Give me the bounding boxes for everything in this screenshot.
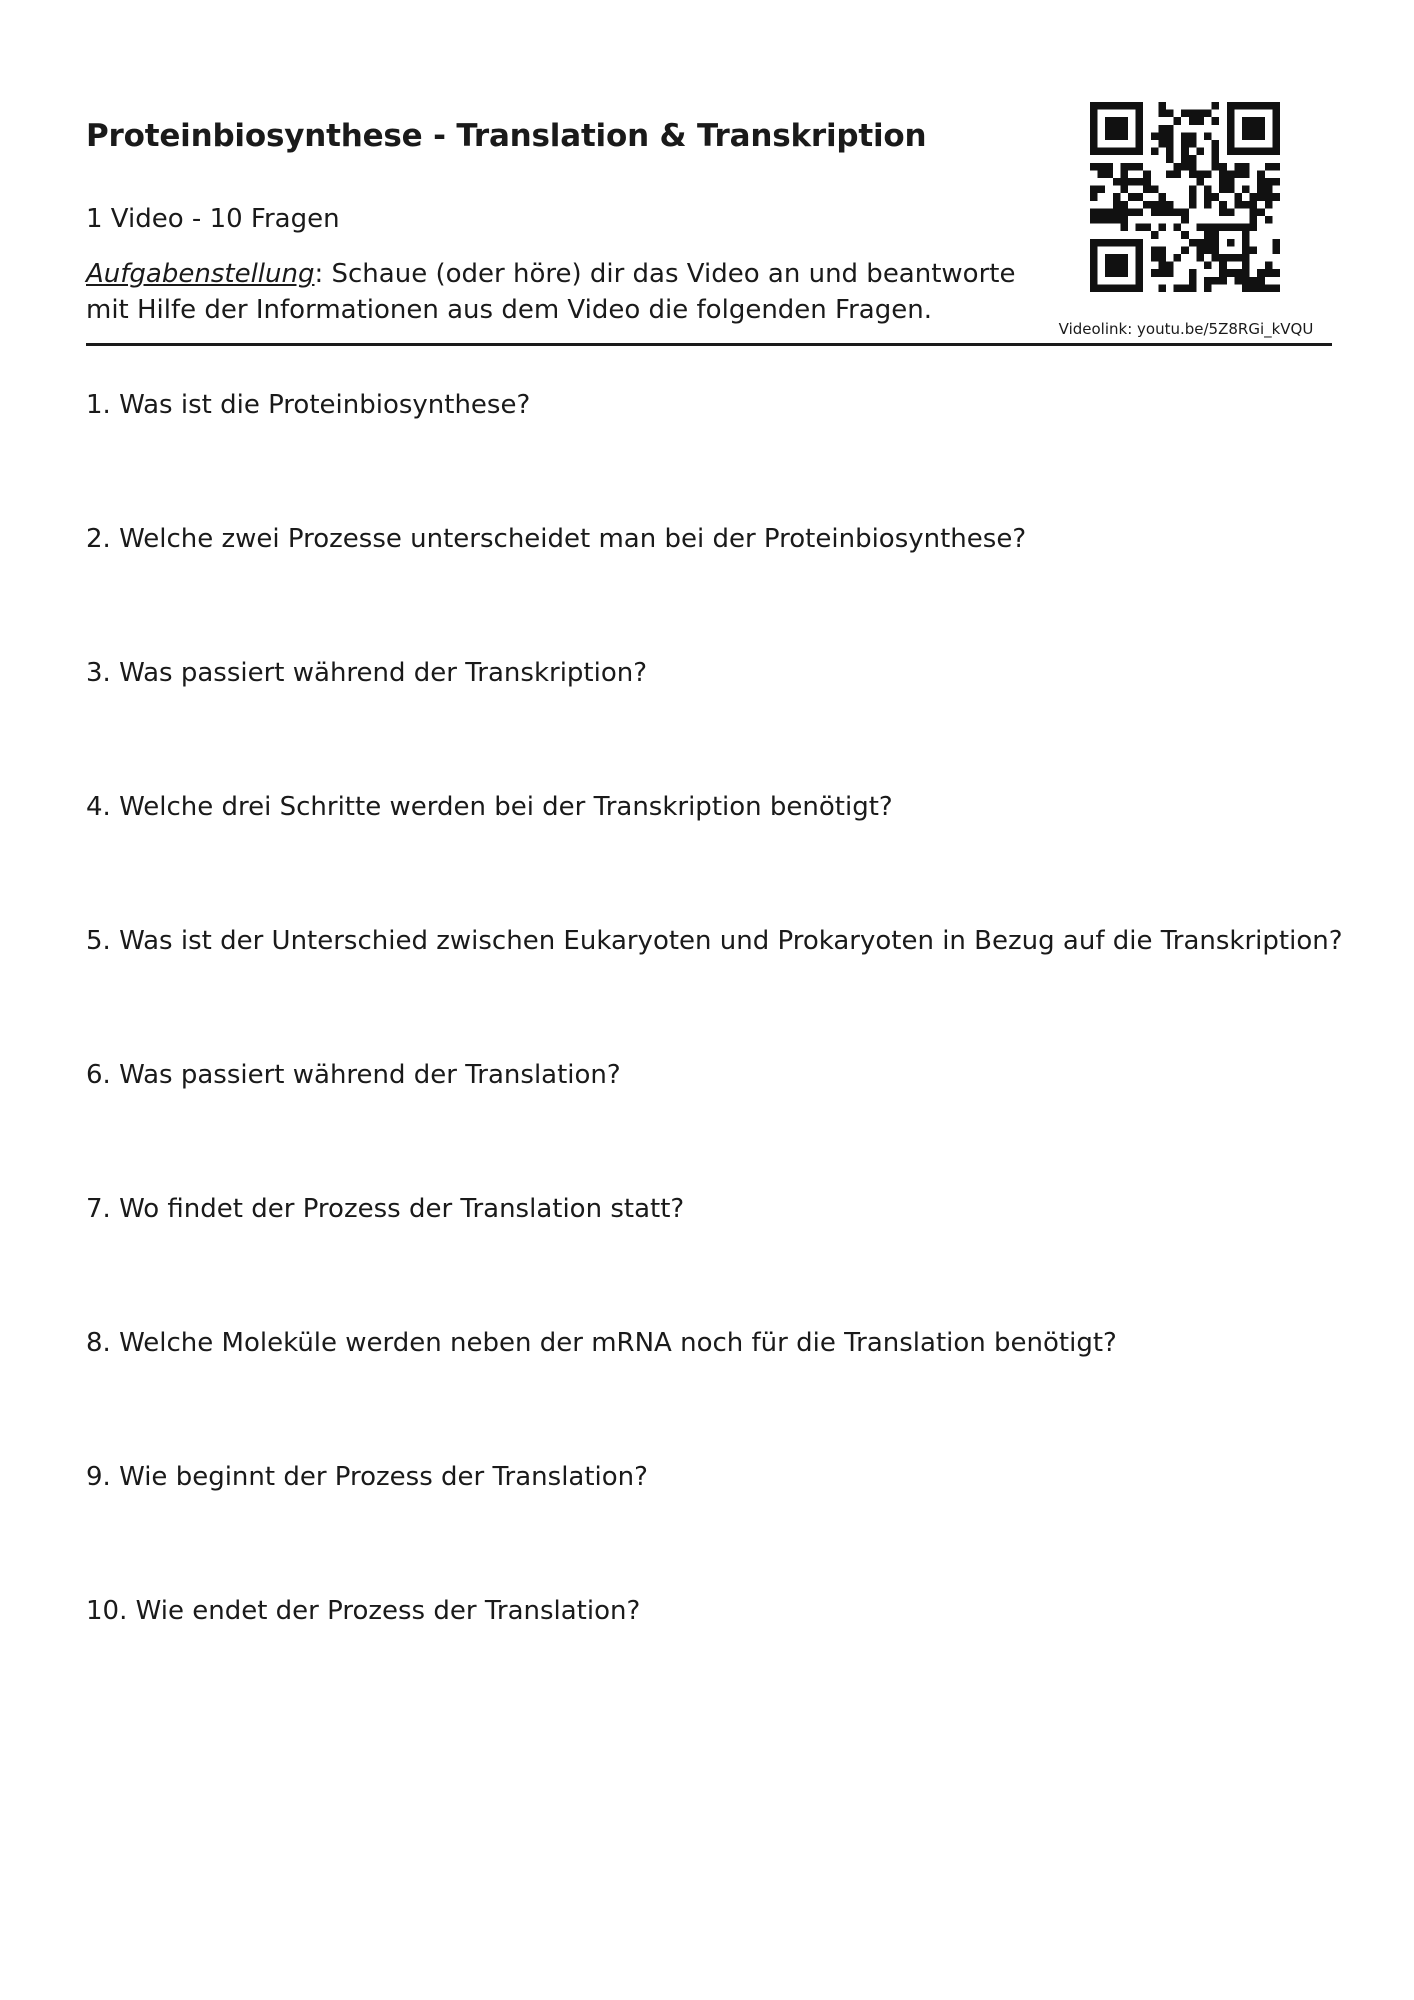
question-item: 4. Welche drei Schritte werden bei der Transkription benötigt?	[86, 792, 893, 822]
task-text: : Schaue (oder höre) dir das Video an und beantworte mit Hilfe der Informationen aus dem Video die folgenden Fragen.	[86, 259, 1016, 325]
question-item: 9. Wie beginnt der Prozess der Translation?	[86, 1462, 648, 1492]
question-item: 1. Was ist die Proteinbiosynthese?	[86, 390, 531, 420]
question-item: 10. Wie endet der Prozess der Translation?	[86, 1596, 641, 1626]
video-link[interactable]: Videolink: youtu.be/5Z8RGi_kVQU	[1058, 320, 1314, 338]
question-item: 6. Was passiert während der Translation?	[86, 1060, 621, 1090]
question-item: 7. Wo findet der Prozess der Translation statt?	[86, 1194, 685, 1224]
worksheet-title: Proteinbiosynthese - Translation & Transkription	[86, 118, 927, 154]
question-item: 3. Was passiert während der Transkription?	[86, 658, 648, 688]
worksheet-subtitle: 1 Video - 10 Fragen	[86, 204, 340, 234]
question-item: 5. Was ist der Unterschied zwischen Eukaryoten und Prokaryoten in Bezug auf die Transkription?	[86, 926, 1343, 956]
qr-code-icon	[1090, 102, 1280, 292]
task-label: Aufgabenstellung	[86, 259, 315, 289]
question-item: 2. Welche zwei Prozesse unterscheidet man bei der Proteinbiosynthese?	[86, 524, 1027, 554]
task-instructions	[86, 256, 1046, 328]
question-item: 8. Welche Moleküle werden neben der mRNA noch für die Translation benötigt?	[86, 1328, 1117, 1358]
question-list	[86, 387, 1346, 1727]
header-divider	[86, 343, 1332, 346]
